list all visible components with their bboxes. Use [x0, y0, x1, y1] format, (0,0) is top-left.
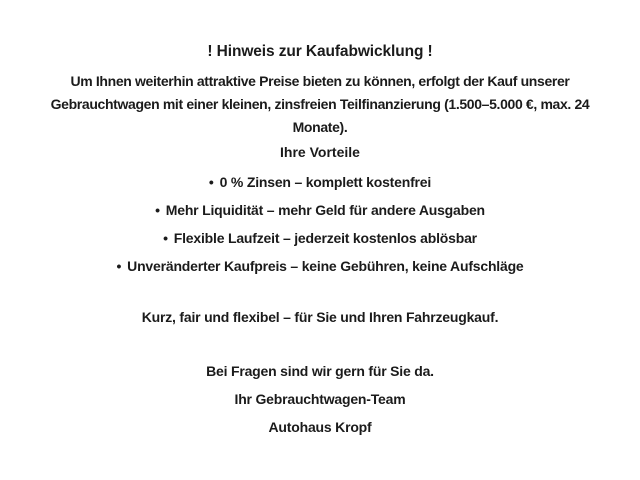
- bullet-icon: •: [208, 174, 214, 190]
- list-item: [0, 196, 640, 224]
- list-item: [0, 252, 640, 280]
- benefit-text: Mehr Liquidität – mehr Geld für andere Ausgaben: [165, 202, 485, 218]
- notice-title: ! Hinweis zur Kaufabwicklung !: [207, 43, 433, 60]
- benefits-heading: Ihre Vorteile: [280, 144, 360, 160]
- intro-line-1: Um Ihnen weiterhin attraktive Preise bieten zu können, erfolgt der Kauf unserer: [70, 73, 570, 89]
- benefits-list: [0, 168, 640, 280]
- intro-line-3: Monate).: [292, 119, 348, 135]
- bullet-icon: •: [116, 258, 122, 274]
- closing-line-1: Bei Fragen sind wir gern für Sie da.: [206, 363, 434, 379]
- list-item: [0, 224, 640, 252]
- closing-line-3: Autohaus Kropf: [268, 419, 372, 435]
- benefit-text: Flexible Laufzeit – jederzeit kostenlos ablösbar: [173, 230, 477, 246]
- benefit-text: 0 % Zinsen – komplett kostenfrei: [219, 174, 432, 190]
- intro-paragraph: [0, 70, 640, 139]
- list-item: [0, 168, 640, 196]
- bullet-icon: •: [163, 230, 168, 246]
- benefit-text: Unveränderter Kaufpreis – keine Gebühren, keine Aufschläge: [127, 258, 524, 274]
- closing-block: [0, 357, 640, 441]
- bullet-icon: •: [155, 202, 160, 218]
- closing-line-2: Ihr Gebrauchtwagen-Team: [234, 391, 406, 407]
- summary-line: Kurz, fair und flexibel – für Sie und Ihren Fahrzeugkauf.: [141, 309, 499, 325]
- intro-line-2: Gebrauchtwagen mit einer kleinen, zinsfreien Teilfinanzierung (1.500–5.000 €, max. 24: [50, 96, 590, 112]
